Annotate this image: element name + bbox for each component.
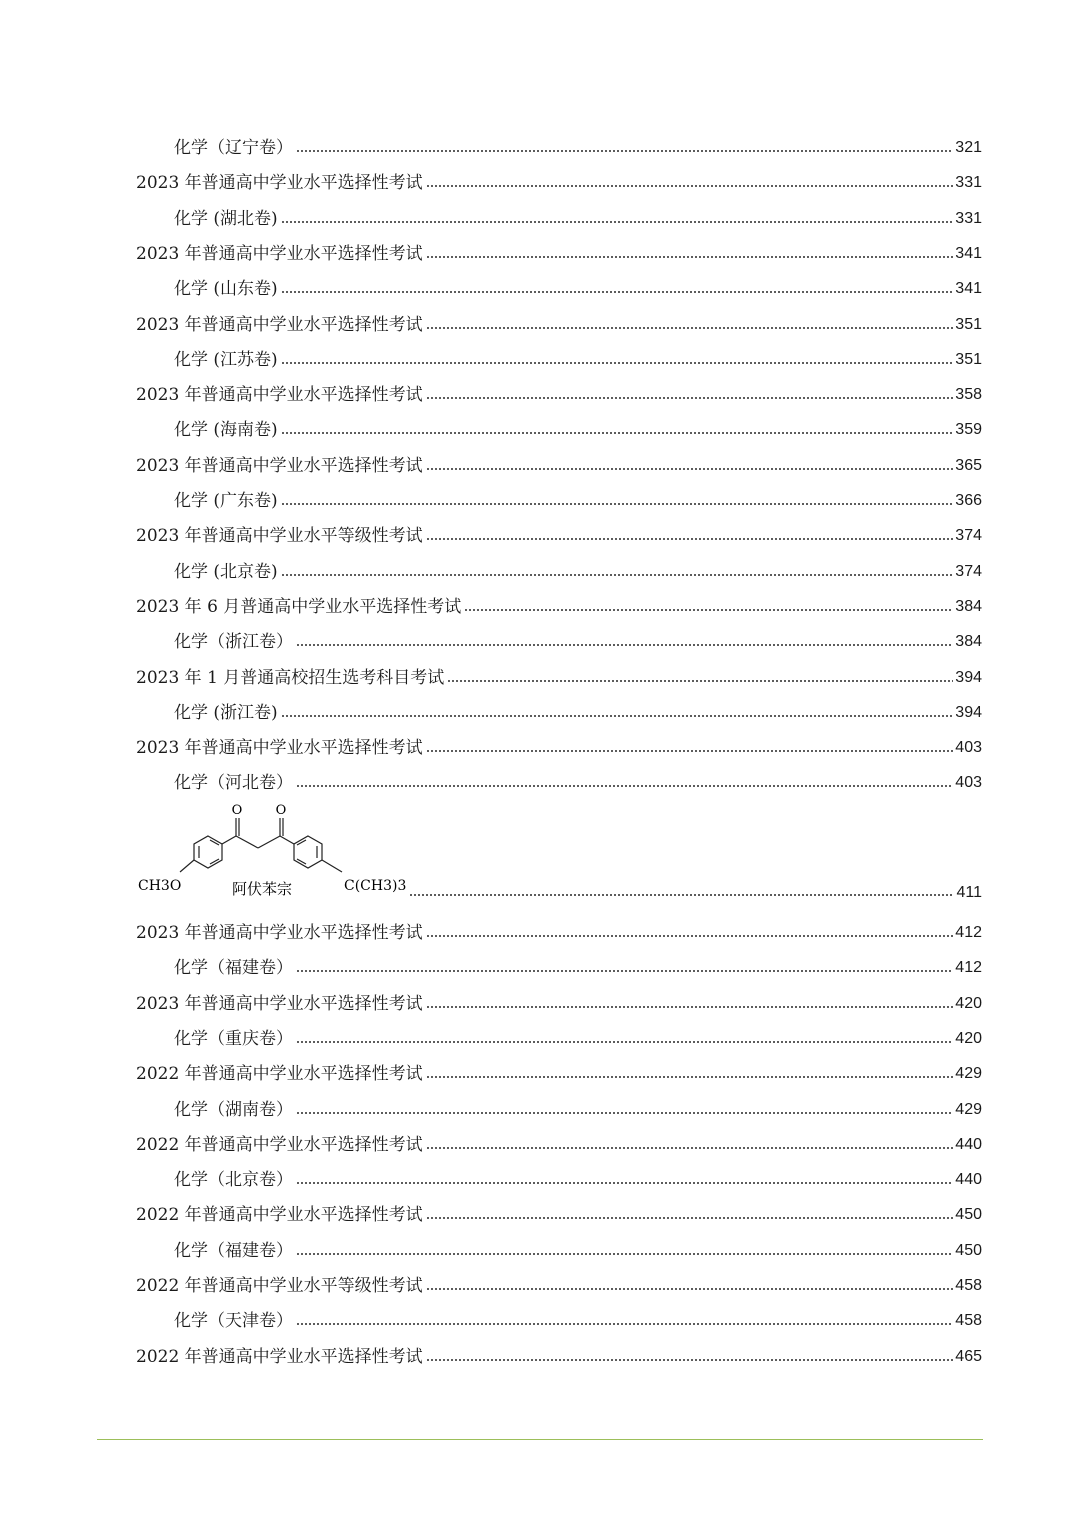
toc-title: 化学 (湖北卷) bbox=[174, 208, 278, 229]
toc-title: 化学（河北卷） bbox=[174, 773, 293, 794]
left-group-label: CH3O bbox=[138, 878, 182, 894]
toc-title: 化学（辽宁卷） bbox=[174, 138, 293, 158]
toc-subentry[interactable] bbox=[174, 481, 982, 511]
dot-leader bbox=[281, 502, 954, 506]
toc-entry[interactable] bbox=[136, 1125, 982, 1155]
toc-entry[interactable] bbox=[136, 913, 982, 943]
carbonyl-label: O bbox=[275, 803, 287, 818]
toc-page-number: 374 bbox=[955, 527, 982, 545]
toc-page-number: 365 bbox=[955, 456, 982, 474]
toc-page-number: 374 bbox=[955, 562, 982, 580]
footer-divider bbox=[97, 1439, 983, 1440]
dot-leader bbox=[426, 537, 954, 541]
dot-leader bbox=[409, 893, 954, 897]
toc-page-number: 351 bbox=[955, 350, 982, 368]
toc-page-number: 366 bbox=[955, 492, 982, 509]
toc-entry[interactable] bbox=[136, 1266, 982, 1296]
dot-leader bbox=[426, 1287, 954, 1291]
dot-leader bbox=[296, 1111, 953, 1115]
toc-page-number: 429 bbox=[955, 1100, 982, 1118]
toc-page-number: 394 bbox=[955, 668, 982, 686]
toc-title: 2023 年普通高中学业水平选择性考试 bbox=[136, 243, 423, 264]
toc-entry[interactable] bbox=[136, 1195, 982, 1225]
toc-page-number: 341 bbox=[955, 244, 982, 262]
toc-title: 2023 年普通高中学业水平选择性考试 bbox=[136, 993, 423, 1014]
dot-leader bbox=[281, 714, 954, 718]
toc-title: 化学 (北京卷) bbox=[174, 561, 278, 582]
toc-page-number: 358 bbox=[955, 386, 982, 404]
toc-page-number: 403 bbox=[955, 739, 982, 757]
toc-entry[interactable] bbox=[136, 163, 982, 193]
toc-page-number: 394 bbox=[955, 703, 982, 721]
toc-page-number: 341 bbox=[955, 280, 982, 298]
toc-subentry[interactable] bbox=[174, 1160, 982, 1190]
dot-leader bbox=[296, 1040, 953, 1044]
dot-leader bbox=[281, 431, 954, 435]
toc-page-number: 403 bbox=[955, 774, 982, 792]
compound-name: 阿伏苯宗 bbox=[232, 880, 293, 898]
toc-entry[interactable] bbox=[136, 305, 982, 335]
toc-entry[interactable] bbox=[136, 658, 982, 688]
carbonyl-label: O bbox=[231, 803, 243, 818]
toc-entry[interactable] bbox=[136, 516, 982, 546]
toc-subentry[interactable] bbox=[174, 340, 982, 370]
toc-title: 2023 年普通高中学业水平选择性考试 bbox=[136, 738, 423, 759]
toc-page-number: 465 bbox=[955, 1347, 982, 1365]
toc-title: 化学 (浙江卷) bbox=[174, 702, 278, 723]
toc-title: 化学 (江苏卷) bbox=[174, 349, 278, 370]
toc-page-number: 359 bbox=[955, 421, 982, 439]
toc-title: 2023 年普通高中学业水平选择性考试 bbox=[136, 385, 423, 406]
toc-entry[interactable] bbox=[136, 234, 982, 264]
toc-title: 2023 年 1 月普通高校招生选考科目考试 bbox=[136, 667, 445, 688]
dot-leader bbox=[296, 1252, 953, 1256]
dot-leader bbox=[426, 1216, 954, 1220]
toc-page-number: 420 bbox=[955, 994, 982, 1012]
toc-title: 化学（重庆卷） bbox=[174, 1028, 293, 1049]
toc-entry[interactable] bbox=[136, 446, 982, 476]
toc-title: 2022 年普通高中学业水平选择性考试 bbox=[136, 1064, 423, 1085]
toc-entry[interactable] bbox=[136, 984, 982, 1014]
dot-leader bbox=[296, 149, 953, 153]
toc-title: 化学（浙江卷） bbox=[174, 632, 293, 653]
toc-subentry[interactable] bbox=[174, 948, 982, 978]
toc-page-number: 420 bbox=[955, 1029, 982, 1047]
dot-leader bbox=[426, 749, 954, 753]
toc-entry[interactable] bbox=[136, 1337, 982, 1367]
dot-leader bbox=[281, 361, 954, 365]
dot-leader bbox=[426, 1146, 954, 1150]
toc-page-number: 429 bbox=[955, 1065, 982, 1083]
toc-title: 化学 (广东卷) bbox=[174, 491, 278, 511]
dot-leader bbox=[426, 1075, 954, 1079]
toc-title: 2023 年普通高中学业水平选择性考试 bbox=[136, 455, 423, 476]
dot-leader bbox=[296, 643, 953, 647]
toc-title: 2023 年普通高中学业水平选择性考试 bbox=[136, 314, 423, 335]
toc-page-number: 450 bbox=[955, 1241, 982, 1259]
dot-leader bbox=[464, 608, 953, 612]
dot-leader bbox=[296, 969, 953, 973]
toc-figure-entry[interactable] bbox=[136, 796, 982, 906]
dot-leader bbox=[426, 934, 954, 938]
dot-leader bbox=[426, 184, 954, 188]
toc-title: 2022 年普通高中学业水平选择性考试 bbox=[136, 1205, 423, 1226]
dot-leader bbox=[447, 679, 953, 683]
toc-page-number: 331 bbox=[955, 209, 982, 227]
dot-leader bbox=[281, 290, 954, 294]
toc-page-number: 412 bbox=[955, 959, 982, 977]
toc-title: 化学 (海南卷) bbox=[174, 420, 278, 441]
toc-title: 2023 年普通高中学业水平选择性考试 bbox=[136, 923, 423, 943]
toc-subentry[interactable] bbox=[174, 1231, 982, 1261]
toc-page-number: 351 bbox=[955, 315, 982, 333]
toc-title: 2022 年普通高中学业水平选择性考试 bbox=[136, 1346, 423, 1367]
dot-leader bbox=[426, 326, 954, 330]
toc-title: 2023 年普通高中学业水平选择性考试 bbox=[136, 173, 423, 194]
toc-entry[interactable] bbox=[136, 587, 982, 617]
toc-subentry[interactable] bbox=[174, 1301, 982, 1331]
toc-title: 2023 年 6 月普通高中学业水平选择性考试 bbox=[136, 596, 462, 617]
toc-page-number: 321 bbox=[955, 139, 982, 156]
toc-subentry[interactable] bbox=[174, 410, 982, 440]
toc-subentry[interactable] bbox=[174, 128, 982, 158]
toc-entry[interactable] bbox=[136, 1054, 982, 1084]
toc-subentry[interactable] bbox=[174, 622, 982, 652]
toc-title: 化学（天津卷） bbox=[174, 1311, 293, 1332]
dot-leader bbox=[426, 255, 954, 259]
toc-page-number: 384 bbox=[955, 597, 982, 615]
toc-title: 2022 年普通高中学业水平选择性考试 bbox=[136, 1134, 423, 1155]
dot-leader bbox=[426, 1005, 954, 1009]
toc-page-number: 384 bbox=[955, 633, 982, 651]
toc-subentry[interactable] bbox=[174, 693, 982, 723]
toc-page-number: 440 bbox=[955, 1171, 982, 1189]
toc-page-number: 458 bbox=[955, 1312, 982, 1330]
toc-title: 2023 年普通高中学业水平等级性考试 bbox=[136, 526, 423, 547]
toc-subentry[interactable] bbox=[174, 269, 982, 299]
toc-subentry[interactable] bbox=[174, 199, 982, 229]
toc-page-number: 331 bbox=[955, 174, 982, 192]
toc-page-number: 458 bbox=[955, 1277, 982, 1294]
dot-leader bbox=[426, 467, 954, 471]
dot-leader bbox=[296, 1322, 953, 1326]
toc-entry[interactable] bbox=[136, 375, 982, 405]
toc-title: 化学 (山东卷) bbox=[174, 279, 278, 300]
toc-title: 化学（福建卷） bbox=[174, 1240, 293, 1261]
dot-leader bbox=[296, 784, 953, 788]
toc-page-number: 450 bbox=[955, 1206, 982, 1224]
toc-title: 化学（湖南卷） bbox=[174, 1099, 293, 1120]
toc-subentry[interactable] bbox=[174, 1090, 982, 1120]
toc-subentry[interactable] bbox=[174, 763, 982, 793]
toc-entry[interactable] bbox=[136, 728, 982, 758]
dot-leader bbox=[281, 220, 954, 224]
right-group-label: C(CH3)3 bbox=[344, 878, 407, 894]
dot-leader bbox=[426, 1358, 954, 1362]
avobenzone-structure-icon bbox=[136, 796, 416, 906]
toc-title: 化学（北京卷） bbox=[174, 1170, 293, 1191]
toc-page-number: 412 bbox=[955, 924, 982, 941]
dot-leader bbox=[426, 396, 954, 400]
toc-subentry[interactable] bbox=[174, 552, 982, 582]
dot-leader bbox=[281, 573, 954, 577]
toc-title: 化学（福建卷） bbox=[174, 958, 293, 979]
toc-subentry[interactable] bbox=[174, 1019, 982, 1049]
dot-leader bbox=[296, 1181, 953, 1185]
toc-title: 2022 年普通高中学业水平等级性考试 bbox=[136, 1276, 423, 1296]
toc-page-number: 411 bbox=[956, 884, 982, 901]
toc-page-number: 440 bbox=[955, 1135, 982, 1153]
